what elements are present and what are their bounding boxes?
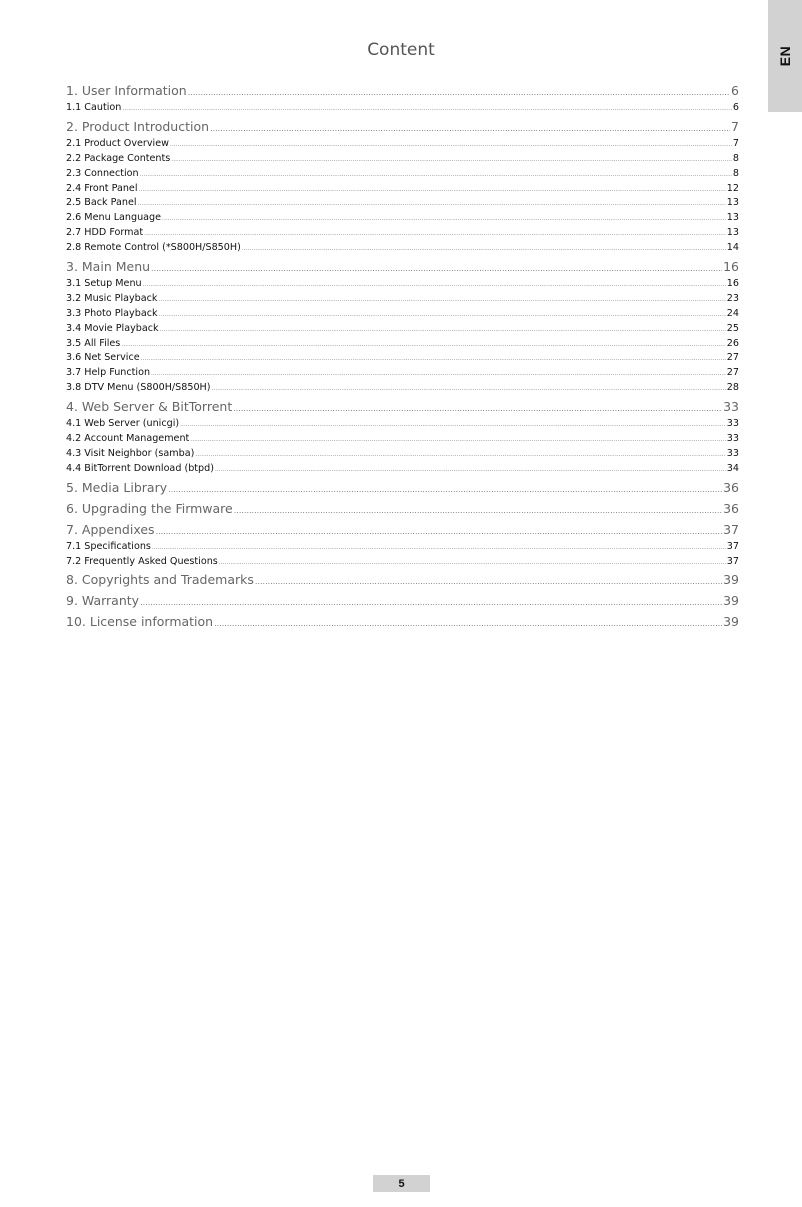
toc-leader-dots [158, 296, 725, 303]
toc-entry-page: 36 [723, 500, 739, 516]
toc-subsection[interactable] [66, 448, 739, 463]
toc-entry-page: 27 [726, 352, 739, 364]
toc-entry-page: 24 [726, 307, 739, 319]
toc-entry-page: 6 [732, 102, 739, 113]
toc-entry-page: 39 [723, 614, 739, 630]
toc-entry-label: 3.8 DTV Menu (S800H/S850H) [66, 382, 211, 394]
toc-entry-page: 8 [732, 167, 739, 179]
toc-leader-dots [159, 311, 726, 318]
toc-subsection[interactable] [66, 556, 739, 571]
toc-leader-dots [141, 355, 726, 362]
toc-subsection[interactable] [66, 227, 739, 242]
toc-entry-page: 23 [726, 292, 739, 304]
toc-entry-page: 33 [726, 418, 739, 430]
toc-subsection[interactable] [66, 183, 739, 198]
toc-entry-label: 2.4 Front Panel [66, 182, 138, 194]
toc-leader-dots [143, 281, 726, 288]
page-number: 5 [373, 1175, 430, 1192]
toc-entry-label: 3.7 Help Function [66, 367, 151, 379]
toc-subsection[interactable] [66, 323, 739, 338]
toc-leader-dots [210, 124, 730, 133]
toc-subsection[interactable] [66, 433, 739, 448]
language-tab-label: EN [776, 45, 793, 67]
toc-leader-dots [138, 200, 726, 207]
toc-entry-page: 33 [726, 447, 739, 459]
toc-entry-page: 37 [726, 540, 739, 552]
toc-subsection[interactable] [66, 293, 739, 308]
table-of-contents [66, 83, 739, 633]
toc-subsection[interactable] [66, 382, 739, 397]
toc-entry-page: 37 [723, 521, 739, 537]
page-title: Content [367, 40, 435, 60]
toc-entry-label: 7.1 Specifications [66, 540, 151, 552]
toc-leader-dots [151, 264, 722, 273]
toc-leader-dots [121, 341, 725, 348]
toc-leader-dots [255, 577, 722, 586]
toc-entry-page: 8 [732, 152, 739, 164]
toc-subsection[interactable] [66, 102, 739, 117]
toc-entry-label: 7.2 Frequently Asked Questions [66, 555, 218, 567]
toc-subsection[interactable] [66, 278, 739, 293]
toc-entry-label: 9. Warranty [66, 593, 140, 609]
toc-leader-dots [233, 404, 722, 413]
toc-leader-dots [139, 186, 726, 193]
toc-leader-dots [180, 421, 726, 428]
toc-leader-dots [215, 466, 726, 473]
toc-entry-page: 34 [726, 462, 739, 474]
toc-subsection[interactable] [66, 212, 739, 227]
toc-entry-label: 2.1 Product Overview [66, 137, 169, 149]
toc-leader-dots [151, 370, 726, 377]
toc-entry-page: 13 [726, 197, 739, 209]
toc-entry-label: 3.2 Music Playback [66, 292, 158, 304]
toc-section[interactable] [66, 119, 739, 138]
toc-entry-label: 10. License information [66, 614, 214, 630]
toc-section[interactable] [66, 83, 739, 102]
toc-section[interactable] [66, 399, 739, 418]
toc-entry-page: 39 [723, 572, 739, 588]
toc-entry-page: 28 [726, 382, 739, 394]
toc-entry-label: 2.8 Remote Control (*S800H/S850H) [66, 242, 241, 254]
toc-subsection[interactable] [66, 352, 739, 367]
toc-entry-label: 4.3 Visit Neighbor (samba) [66, 447, 195, 459]
toc-leader-dots [234, 506, 722, 515]
toc-entry-page: 13 [726, 212, 739, 224]
toc-entry-label: 3.3 Photo Playback [66, 307, 158, 319]
toc-entry-page: 7 [731, 118, 739, 134]
toc-leader-dots [144, 230, 726, 237]
toc-subsection[interactable] [66, 153, 739, 168]
toc-entry-label: 3.5 All Files [66, 337, 121, 349]
toc-entry-label: 8. Copyrights and Trademarks [66, 572, 254, 588]
toc-leader-dots [188, 88, 730, 97]
toc-leader-dots [212, 385, 726, 392]
toc-entry-page: 39 [723, 593, 739, 609]
toc-entry-page: 36 [723, 479, 739, 495]
toc-entry-label: 3. Main Menu [66, 259, 151, 275]
toc-entry-label: 1.1 Caution [66, 102, 122, 113]
toc-entry-label: 2.2 Package Contents [66, 152, 171, 164]
toc-entry-label: 3.1 Setup Menu [66, 278, 142, 290]
toc-leader-dots [162, 215, 726, 222]
toc-leader-dots [219, 559, 726, 566]
toc-entry-page: 12 [726, 182, 739, 194]
toc-section[interactable] [66, 259, 739, 278]
toc-leader-dots [140, 598, 722, 607]
toc-entry-label: 2.5 Back Panel [66, 197, 137, 209]
toc-leader-dots [242, 245, 726, 252]
toc-entry-page: 7 [732, 137, 739, 149]
toc-entry-page: 14 [726, 242, 739, 254]
toc-section[interactable] [66, 480, 739, 499]
toc-leader-dots [140, 171, 732, 178]
toc-entry-label: 3.4 Movie Playback [66, 322, 159, 334]
toc-section[interactable] [66, 522, 739, 541]
toc-entry-label: 5. Media Library [66, 479, 168, 495]
toc-entry-page: 26 [726, 337, 739, 349]
toc-entry-page: 33 [726, 433, 739, 445]
toc-leader-dots [122, 105, 732, 112]
toc-subsection[interactable] [66, 541, 739, 556]
toc-section[interactable] [66, 614, 739, 633]
toc-entry-page: 33 [723, 399, 739, 415]
toc-entry-page: 27 [726, 367, 739, 379]
toc-section[interactable] [66, 593, 739, 612]
toc-leader-dots [190, 436, 725, 443]
toc-entry-label: 4.2 Account Management [66, 433, 190, 445]
toc-subsection[interactable] [66, 138, 739, 153]
toc-entry-label: 4. Web Server & BitTorrent [66, 399, 233, 415]
toc-entry-label: 4.1 Web Server (unicgi) [66, 418, 180, 430]
toc-entry-page: 16 [723, 259, 739, 275]
toc-leader-dots [160, 326, 726, 333]
toc-entry-label: 1. User Information [66, 83, 187, 98]
toc-subsection[interactable] [66, 367, 739, 382]
toc-entry-label: 2. Product Introduction [66, 118, 210, 134]
toc-section[interactable] [66, 501, 739, 520]
toc-subsection[interactable] [66, 197, 739, 212]
toc-leader-dots [171, 156, 732, 163]
toc-entry-page: 37 [726, 555, 739, 567]
toc-leader-dots [168, 485, 722, 494]
toc-subsection[interactable] [66, 242, 739, 257]
toc-entry-page: 16 [726, 278, 739, 290]
toc-entry-label: 2.3 Connection [66, 167, 139, 179]
toc-leader-dots [170, 141, 732, 148]
toc-entry-label: 2.7 HDD Format [66, 227, 144, 239]
toc-subsection[interactable] [66, 308, 739, 323]
toc-entry-page: 13 [726, 227, 739, 239]
toc-leader-dots [195, 451, 725, 458]
toc-subsection[interactable] [66, 338, 739, 353]
toc-entry-page: 25 [726, 322, 739, 334]
toc-subsection[interactable] [66, 168, 739, 183]
toc-entry-page: 6 [731, 83, 739, 98]
toc-leader-dots [152, 544, 726, 551]
toc-leader-dots [214, 619, 722, 628]
toc-entry-label: 3.6 Net Service [66, 352, 140, 364]
toc-subsection[interactable] [66, 463, 739, 478]
toc-entry-label: 7. Appendixes [66, 521, 155, 537]
toc-entry-label: 4.4 BitTorrent Download (btpd) [66, 462, 214, 474]
toc-leader-dots [156, 527, 723, 536]
toc-entry-label: 6. Upgrading the Firmware [66, 500, 233, 516]
toc-section[interactable] [66, 572, 739, 591]
toc-subsection[interactable] [66, 418, 739, 433]
toc-entry-label: 2.6 Menu Language [66, 212, 162, 224]
